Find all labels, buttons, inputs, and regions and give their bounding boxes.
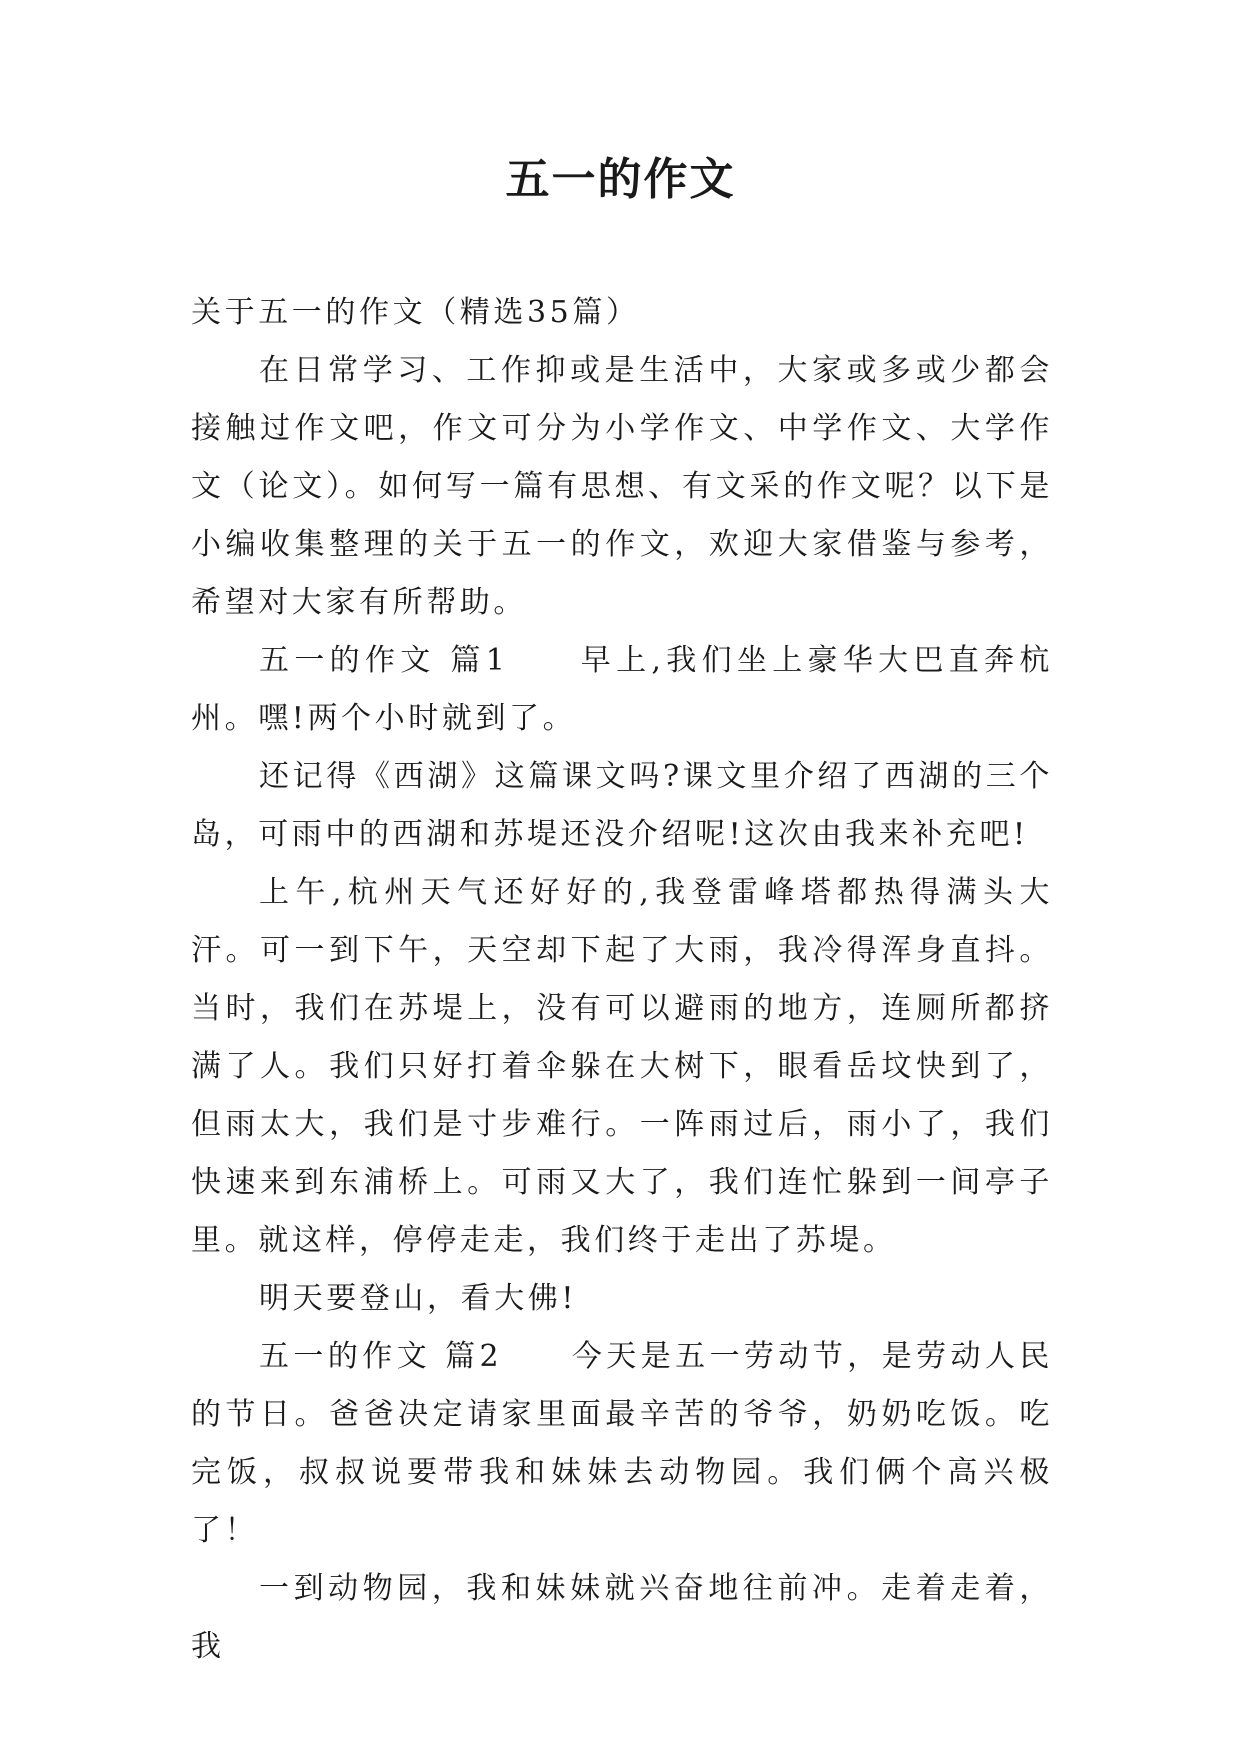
paragraph: 在日常学习、工作抑或是生活中，大家或多或少都会接触过作文吧，作文可分为小学作文、中学作文、大学作文（论文）。如何写一篇有思想、有文采的作文呢？以下是小编收集整理的关于五一的作文，欢迎大家借鉴与参考，希望对大家有所帮助。 — [191, 353, 1053, 620]
document-body — [191, 284, 1053, 1676]
paragraph: 上午,杭州天气还好好的,我登雷峰塔都热得满头大汗。可一到下午，天空却下起了大雨，我冷得浑身直抖。当时，我们在苏堤上，没有可以避雨的地方，连厕所都挤满了人。我们只好打着伞躲在大树下，眼看岳坟快到了，但雨太大，我们是寸步难行。一阵雨过后，雨小了，我们快速来到东浦桥上。可雨又大了，我们连忙躲到一间亭子里。就这样，停停走走，我们终于走出了苏堤。 — [191, 875, 1053, 1258]
paragraph: 关于五一的作文（精选35篇） — [191, 295, 640, 330]
paragraph: 五一的作文 篇1 早上,我们坐上豪华大巴直奔杭州。嘿!两个小时就到了。 — [191, 643, 1053, 736]
paragraph: 一到动物园，我和妹妹就兴奋地往前冲。走着走着，我 — [191, 1571, 1053, 1664]
paragraph: 五一的作文 篇2 今天是五一劳动节，是劳动人民的节日。爸爸决定请家里面最辛苦的爷爷，奶奶吃饭。吃完饭，叔叔说要带我和妹妹去动物园。我们俩个高兴极了！ — [191, 1339, 1053, 1548]
paragraph: 还记得《西湖》这篇课文吗?课文里介绍了西湖的三个岛，可雨中的西湖和苏堤还没介绍呢!这次由我来补充吧! — [191, 759, 1053, 852]
paragraph: 明天要登山，看大佛! — [259, 1281, 578, 1316]
document-title: 五一的作文 — [505, 154, 736, 205]
